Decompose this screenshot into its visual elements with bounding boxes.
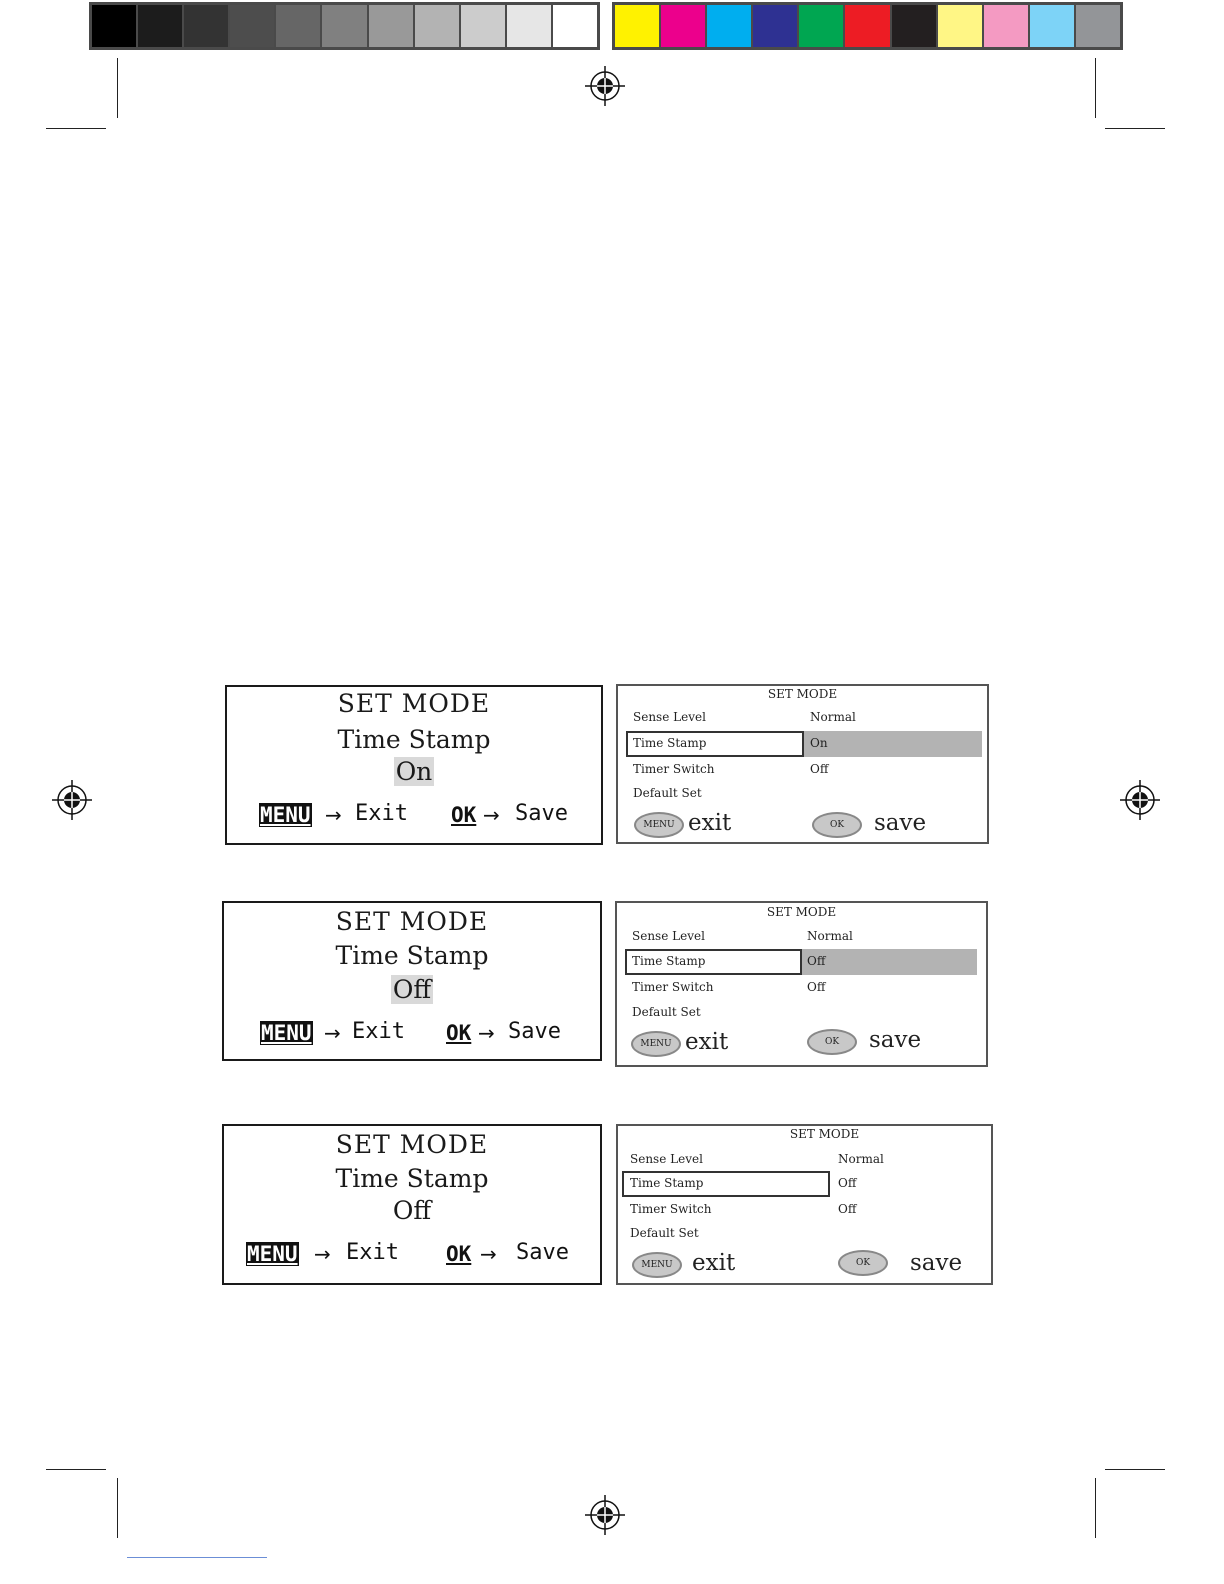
footer-rule xyxy=(127,1557,267,1558)
ok-button-label: save xyxy=(874,810,927,836)
osd-title: SET MODE xyxy=(789,1127,860,1141)
gray-swatch xyxy=(461,5,507,47)
menu-button-icon: MENU xyxy=(634,812,684,838)
gray-swatch xyxy=(276,5,322,47)
osd-row-label: Sense Level xyxy=(633,710,706,724)
color-swatch xyxy=(845,5,891,47)
crop-mark xyxy=(117,1478,118,1538)
crop-mark xyxy=(117,58,118,118)
color-swatch xyxy=(984,5,1030,47)
osd-row xyxy=(618,1148,991,1172)
osd-screen xyxy=(615,901,988,1067)
osd-row-label: Timer Switch xyxy=(632,980,714,994)
osd-row-label: Time Stamp xyxy=(630,1176,704,1190)
lcd-title: SET MODE xyxy=(335,1130,489,1159)
osd-row-label: Timer Switch xyxy=(630,1202,712,1216)
menu-action: Exit xyxy=(352,1019,405,1044)
menu-button-label: exit xyxy=(685,1029,729,1055)
menu-action: Exit xyxy=(346,1240,399,1265)
registration-mark-icon xyxy=(1120,780,1160,820)
osd-row-selected xyxy=(618,1172,991,1196)
menu-key: MENU xyxy=(247,1242,298,1266)
color-swatch xyxy=(615,5,661,47)
ok-action: Save xyxy=(516,1240,569,1265)
lcd-value-text: Off xyxy=(392,1196,432,1225)
ok-button-icon: OK xyxy=(812,812,862,838)
menu-button-label: exit xyxy=(692,1250,736,1276)
osd-row-value: Off xyxy=(807,980,826,994)
ok-key: OK xyxy=(451,803,477,827)
arrow-icon: → xyxy=(478,1021,495,1045)
osd-row xyxy=(617,925,986,949)
menu-key: MENU xyxy=(260,803,311,827)
osd-row-label: Time Stamp xyxy=(632,954,706,968)
crop-mark xyxy=(46,128,106,129)
lcd-value xyxy=(224,975,600,1004)
gray-swatch xyxy=(322,5,368,47)
osd-row-value: Off xyxy=(838,1202,857,1216)
osd-row-value: Normal xyxy=(807,929,853,943)
osd-title: SET MODE xyxy=(767,687,838,701)
gray-swatch xyxy=(92,5,138,47)
menu-button-label: exit xyxy=(688,810,732,836)
arrow-icon: → xyxy=(483,803,500,827)
process-color-bar xyxy=(612,2,1123,50)
color-swatch xyxy=(938,5,984,47)
color-swatch xyxy=(753,5,799,47)
ok-key: OK xyxy=(446,1242,472,1266)
osd-row-value: On xyxy=(810,736,828,750)
osd-row xyxy=(618,1222,991,1246)
osd-row-value: Off xyxy=(810,762,829,776)
lcd-item: Time Stamp xyxy=(335,1164,489,1193)
registration-mark-icon xyxy=(585,66,625,106)
osd-row-label: Default Set xyxy=(632,1005,701,1019)
lcd-item: Time Stamp xyxy=(337,725,491,754)
arrow-icon: → xyxy=(480,1242,497,1266)
ok-button-label: save xyxy=(869,1027,922,1053)
arrow-icon: → xyxy=(325,803,342,827)
osd-row xyxy=(618,782,987,806)
ok-button-icon: OK xyxy=(838,1250,888,1276)
osd-title: SET MODE xyxy=(766,905,837,919)
osd-row-label: Time Stamp xyxy=(633,736,707,750)
color-swatch xyxy=(707,5,753,47)
osd-row-label: Default Set xyxy=(630,1226,699,1240)
lcd-value-text: Off xyxy=(392,975,432,1004)
registration-mark-icon xyxy=(585,1495,625,1535)
osd-row-selected xyxy=(617,950,986,974)
gray-swatch xyxy=(415,5,461,47)
gray-swatch xyxy=(553,5,597,47)
osd-row-label: Sense Level xyxy=(630,1152,703,1166)
color-swatch xyxy=(1076,5,1120,47)
color-swatch xyxy=(799,5,845,47)
gray-swatch xyxy=(138,5,184,47)
grayscale-color-bar xyxy=(89,2,600,50)
lcd-value xyxy=(224,1196,600,1225)
osd-row-value: Normal xyxy=(838,1152,884,1166)
color-swatch xyxy=(892,5,938,47)
lcd-value xyxy=(227,757,601,786)
color-swatch xyxy=(1030,5,1076,47)
menu-button-icon: MENU xyxy=(632,1252,682,1278)
lcd-item: Time Stamp xyxy=(335,941,489,970)
osd-row-label: Sense Level xyxy=(632,929,705,943)
osd-row-value: Normal xyxy=(810,710,856,724)
ok-action: Save xyxy=(508,1019,561,1044)
lcd-screen xyxy=(225,685,603,845)
osd-row xyxy=(617,976,986,1000)
ok-action: Save xyxy=(515,801,568,826)
gray-swatch xyxy=(184,5,230,47)
crop-mark xyxy=(1095,58,1096,118)
ok-button-label: save xyxy=(910,1250,963,1276)
osd-row-label: Timer Switch xyxy=(633,762,715,776)
gray-swatch xyxy=(507,5,553,47)
gray-swatch xyxy=(369,5,415,47)
osd-row-selected xyxy=(618,732,987,756)
osd-screen xyxy=(616,684,989,844)
osd-row xyxy=(618,706,987,730)
osd-screen xyxy=(616,1124,993,1285)
osd-row-label: Default Set xyxy=(633,786,702,800)
crop-mark xyxy=(46,1469,106,1470)
osd-row xyxy=(618,1198,991,1222)
lcd-title: SET MODE xyxy=(335,907,489,936)
ok-button-icon: OK xyxy=(807,1029,857,1055)
ok-key: OK xyxy=(446,1021,472,1045)
registration-mark-icon xyxy=(52,780,92,820)
lcd-title: SET MODE xyxy=(337,689,491,718)
crop-mark xyxy=(1095,1478,1096,1538)
osd-row xyxy=(618,758,987,782)
crop-mark xyxy=(1105,128,1165,129)
osd-row-value: Off xyxy=(838,1176,857,1190)
arrow-icon: → xyxy=(324,1021,341,1045)
menu-key: MENU xyxy=(261,1021,312,1045)
color-swatch xyxy=(661,5,707,47)
menu-action: Exit xyxy=(355,801,408,826)
lcd-value-text: On xyxy=(395,757,433,786)
osd-row xyxy=(617,1001,986,1025)
lcd-screen xyxy=(222,1124,602,1285)
osd-row-value: Off xyxy=(807,954,826,968)
menu-button-icon: MENU xyxy=(631,1031,681,1057)
arrow-icon: → xyxy=(314,1242,331,1266)
gray-swatch xyxy=(230,5,276,47)
lcd-screen xyxy=(222,901,602,1061)
crop-mark xyxy=(1105,1469,1165,1470)
